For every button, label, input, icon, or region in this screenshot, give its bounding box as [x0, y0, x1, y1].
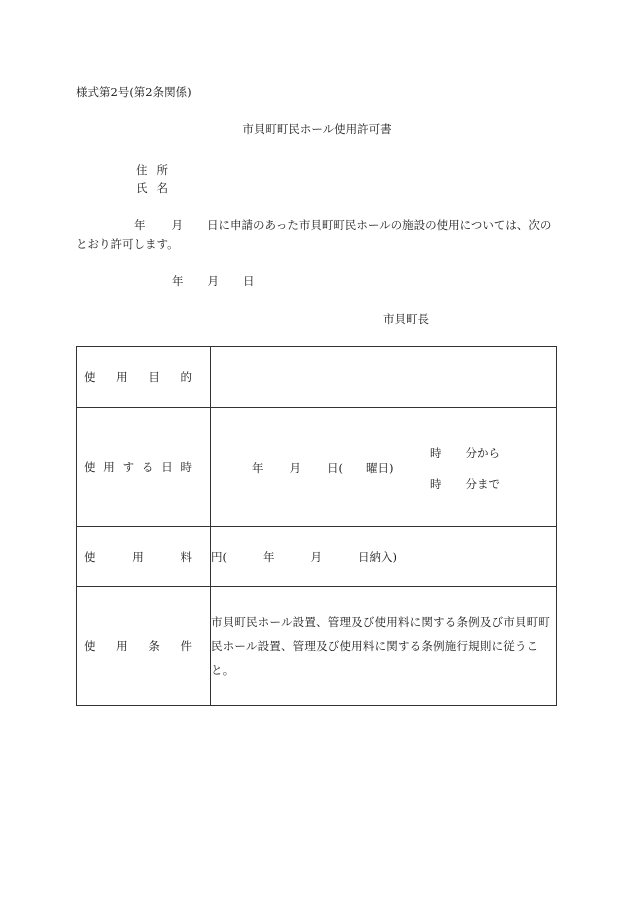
datetime-date — [252, 460, 393, 476]
issue-month: 月 — [207, 274, 219, 288]
label-char: 条 — [148, 639, 160, 653]
datetime-to — [430, 476, 500, 492]
label-char: す — [122, 460, 135, 474]
conditions-label — [77, 587, 211, 706]
label-char: 用 — [103, 460, 115, 474]
label-char: 時 — [180, 460, 192, 474]
to-minute: 分まで — [465, 477, 500, 491]
datetime-from — [430, 445, 500, 461]
purpose-value — [211, 347, 557, 408]
label-char: 料 — [180, 549, 192, 564]
to-hour: 時 — [430, 477, 442, 491]
fee-month: 月 — [310, 549, 322, 564]
label-char: 用 — [116, 370, 128, 384]
label-char: る — [141, 460, 154, 474]
permit-statement — [76, 216, 556, 254]
fee-yen: 円( — [211, 549, 227, 564]
fee-year: 年 — [263, 549, 275, 564]
from-hour: 時 — [430, 446, 442, 460]
datetime-label — [77, 408, 211, 527]
table-row-conditions — [77, 587, 557, 706]
address-label: 住所 — [136, 163, 177, 177]
issue-date — [172, 273, 255, 289]
dt-year: 年 — [252, 461, 264, 475]
label-char: 目 — [148, 370, 160, 384]
dt-day-weekday: 日( 曜日) — [327, 461, 394, 475]
issue-day: 日 — [243, 274, 255, 288]
label-char: 日 — [161, 460, 173, 474]
label-char: 用 — [116, 639, 128, 653]
permit-table — [76, 346, 557, 706]
table-row-fee — [77, 527, 557, 587]
purpose-label — [77, 347, 211, 408]
from-minute: 分から — [465, 446, 500, 460]
label-char: 件 — [180, 639, 192, 653]
label-char: 使 — [84, 460, 96, 474]
label-char: 使 — [84, 639, 96, 653]
name-label: 氏名 — [136, 181, 177, 195]
label-char: 使 — [84, 549, 96, 564]
label-char: 使 — [84, 370, 96, 384]
document-title: 市貝町町民ホール使用許可書 — [242, 122, 392, 136]
issue-year: 年 — [172, 274, 184, 288]
statement-month: 月 — [171, 218, 183, 232]
table-row-purpose — [77, 347, 557, 408]
conditions-value: 市貝町民ホール設置、管理及び使用料に関する条例及び市貝町町民ホール設置、管理及び使用料に関する条例施行規則に従うこと。 — [211, 587, 557, 706]
dt-month: 月 — [289, 461, 301, 475]
label-char: 用 — [132, 549, 144, 564]
form-number-label: 様式第2号(第2条関係) — [76, 85, 192, 99]
label-char: 的 — [180, 370, 192, 384]
fee-paid: 日納入) — [358, 549, 397, 564]
fee-value — [211, 527, 557, 587]
issuer-name: 市貝町長 — [383, 312, 429, 326]
fee-label — [77, 527, 211, 587]
statement-year: 年 — [134, 218, 146, 232]
datetime-value — [211, 408, 557, 527]
statement-text: 日に申請のあった市貝町町民ホールの施設の使用については、次のとおり許可します。 — [76, 218, 552, 251]
table-row-datetime — [77, 408, 557, 527]
